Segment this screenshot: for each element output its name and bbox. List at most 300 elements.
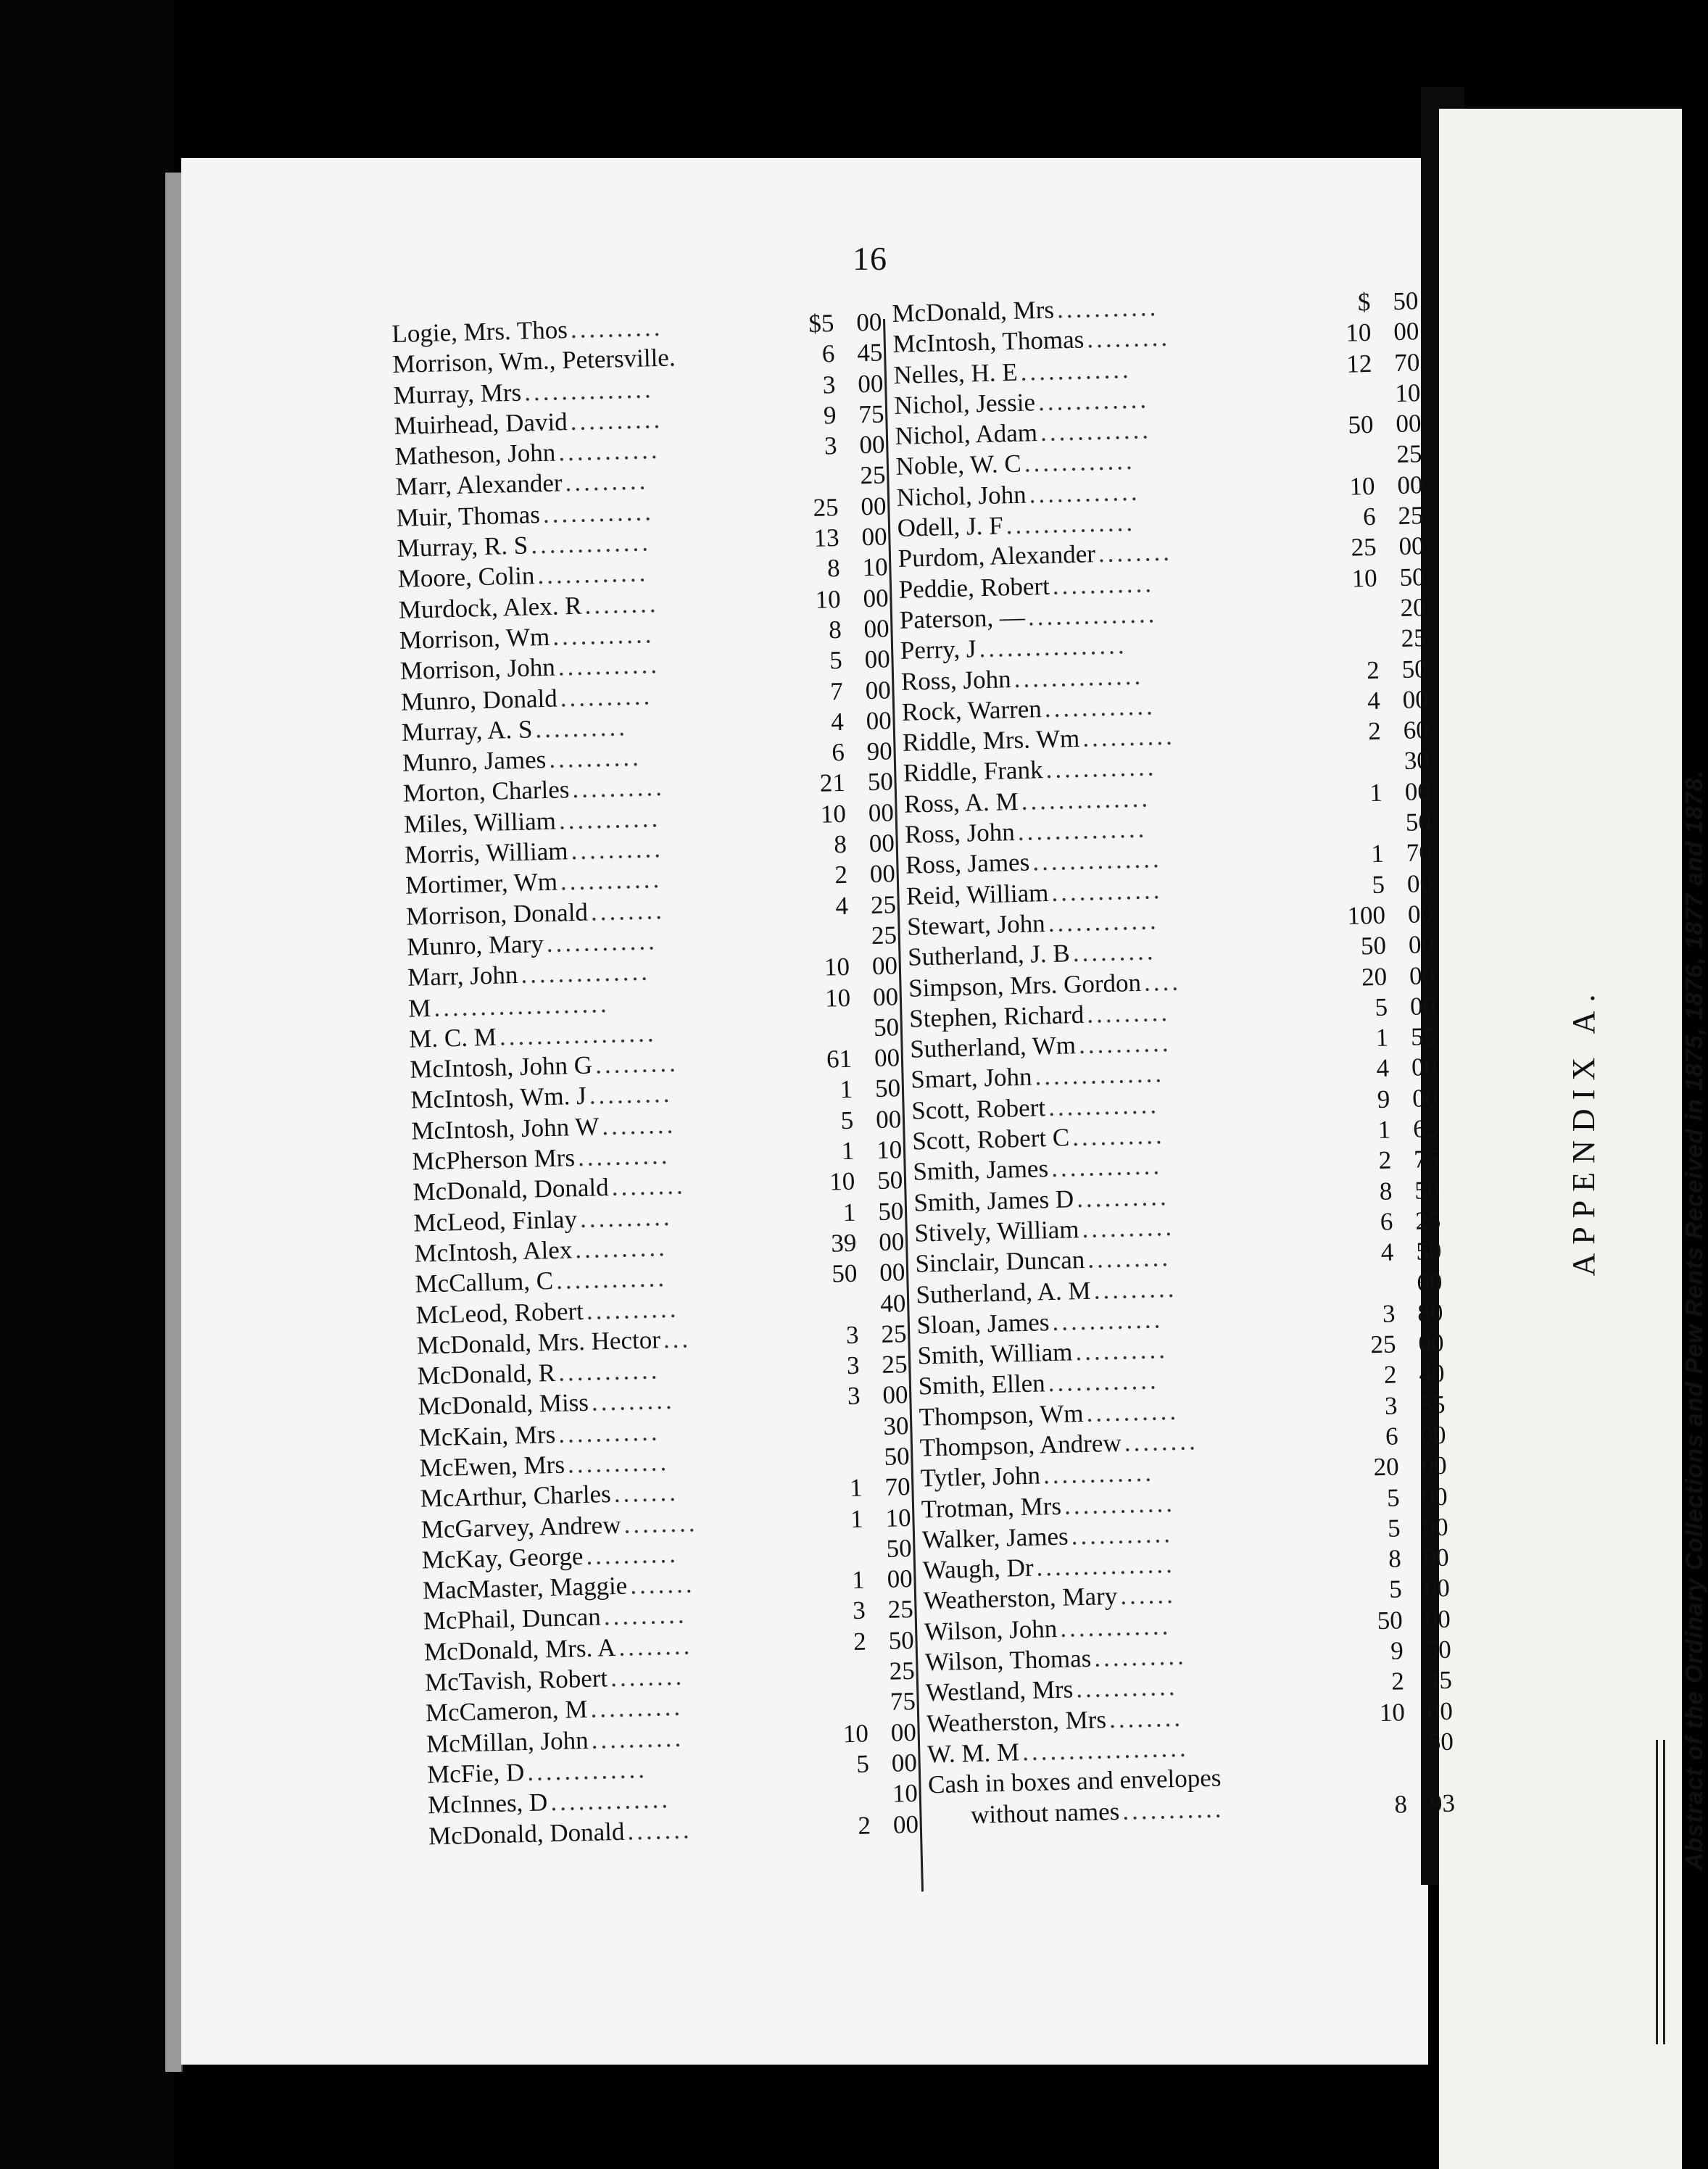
entry-name: Sutherland, A. M [916, 1276, 1092, 1309]
cash-entry-label-cont: without names [970, 1796, 1120, 1829]
amount-dollars: 3 [845, 1320, 859, 1349]
leader-dots: .......... [1093, 1641, 1187, 1672]
amount-dollars: 100 [1347, 900, 1386, 930]
amount-cents: 55 [1410, 1022, 1437, 1051]
entry-name: MacMaster, Maggie [422, 1571, 628, 1605]
leader-dots: .................. [1021, 1733, 1190, 1767]
amount-dollars: 10 [842, 1719, 869, 1749]
entry-name: Sinclair, Duncan [915, 1245, 1085, 1278]
entry-name: Murdock, Alex. R [398, 591, 582, 624]
entry-name: Smart, John [910, 1063, 1032, 1095]
entry-name: Morrison, John [399, 652, 556, 686]
amount-dollars: 1 [1370, 839, 1385, 868]
leader-dots: .......... [585, 1539, 679, 1570]
amount-cents: 00 [861, 492, 887, 521]
amount-cents: 00 [866, 706, 892, 736]
amount-dollars: 6 [1385, 1422, 1399, 1451]
leader-dots: ......... [1087, 1243, 1172, 1274]
entry-name: Purdom, Alexander [897, 539, 1096, 573]
amount-dollars: 3 [852, 1596, 866, 1625]
amount-dollars [1335, 831, 1383, 833]
amount-cents: 70 [1406, 838, 1433, 868]
entry-name: McFie, D [426, 1758, 525, 1789]
amount-dollars: 6 [831, 738, 845, 767]
amount-dollars: 5 [829, 646, 843, 675]
amount-dollars: 3 [846, 1351, 860, 1380]
amount-cents: 10 [892, 1779, 919, 1808]
amount-cents: 30 [883, 1411, 909, 1440]
amount-dollars [803, 1037, 851, 1038]
right-column-list [892, 286, 1458, 1831]
leader-dots: ............ [1048, 1366, 1160, 1398]
amount-dollars [1331, 647, 1379, 649]
amount-cents: 80 [1417, 1298, 1443, 1327]
amount-cents: 00 [1406, 868, 1433, 898]
leader-dots: .............. [1006, 507, 1136, 540]
leader-dots: ........... [1056, 293, 1159, 324]
amount-dollars: 5 [855, 1749, 870, 1778]
amount-cents: 45 [856, 338, 883, 368]
leader-dots: ............ [1044, 692, 1156, 723]
leader-dots: ........... [557, 650, 660, 681]
amount-dollars: 12 [1346, 349, 1372, 378]
leader-dots: ......... [589, 1079, 673, 1111]
amount-dollars [814, 1466, 862, 1467]
amount-dollars: 2 [853, 1627, 867, 1656]
amount-cents: 10 [862, 552, 889, 582]
amount-cents: 10 [1394, 378, 1421, 407]
amount-dollars: 8 [833, 829, 847, 859]
leader-dots: .............. [523, 374, 655, 407]
amount-dollars: 6 [821, 339, 835, 368]
amount-dollars: $5 [808, 309, 834, 338]
amount-cents: 70 [1393, 347, 1420, 377]
leader-dots: ........ [611, 1171, 687, 1202]
amount-dollars: 50 [831, 1258, 858, 1288]
leader-dots: .......... [1076, 1182, 1170, 1213]
amount-dollars: 2 [857, 1811, 871, 1840]
leader-dots: .......... [570, 312, 663, 344]
amount-dollars: 1 [849, 1473, 863, 1503]
entry-name: Ross, John [900, 664, 1012, 696]
entry-name: McLeod, Robert [415, 1296, 584, 1330]
leader-dots: .... [1143, 967, 1182, 997]
leader-dots: ......... [591, 1386, 676, 1417]
leader-dots [676, 363, 787, 366]
entry-name: Morris, William [404, 837, 568, 869]
entry-name: Nichol, Jessie [894, 388, 1036, 420]
leader-dots: ............ [555, 1264, 668, 1295]
amount-dollars: 10 [824, 983, 851, 1013]
entry-name: Sutherland, J. B [907, 939, 1071, 971]
entry-name: McDonald, Mrs [892, 295, 1055, 328]
entry-name: McPhail, Duncan [423, 1602, 602, 1635]
amount-dollars: 8 [826, 554, 841, 583]
amount-cents: 50 [1427, 1727, 1454, 1757]
entry-name: McIntosh, John G [409, 1050, 593, 1084]
amount-cents: 00 [1409, 991, 1436, 1021]
amount-cents: 50 [867, 767, 894, 797]
entry-name: Odell, J. F [897, 511, 1004, 542]
amount-cents: 00 [1397, 470, 1423, 499]
leader-dots: ........... [1071, 1519, 1174, 1551]
entry-name: M [407, 993, 431, 1023]
amount-cents: 00 [868, 829, 895, 858]
amount-dollars: 5 [1371, 870, 1385, 899]
entry-name: McIntosh, Wm. J [410, 1082, 587, 1115]
leader-dots: .......... [1082, 721, 1176, 752]
amount-dollars: 10 [1379, 1697, 1406, 1727]
amount-cents: 00 [891, 1748, 918, 1778]
entry-name: Peddie, Robert [898, 571, 1050, 604]
amount-cents: 50 [1414, 1175, 1440, 1205]
entry-name: Trotman, Mrs [921, 1491, 1062, 1524]
entry-name: Weatherston, Mary [923, 1582, 1118, 1615]
leader-dots: .......... [591, 1723, 684, 1754]
amount-cents: 20 [1400, 593, 1427, 622]
amount-dollars [790, 485, 838, 486]
amount-cents: 25 [871, 921, 897, 950]
amount-dollars: 9 [823, 400, 837, 430]
amount-cents: 00 [1423, 1543, 1450, 1572]
leader-dots: ............ [1020, 354, 1132, 386]
amount-dollars: 3 [1382, 1299, 1396, 1328]
leader-dots: ............ [1024, 447, 1136, 478]
amount-cents: 00 [865, 675, 892, 705]
leader-dots: ............. [526, 1754, 648, 1786]
amount-dollars: 1 [842, 1198, 856, 1227]
amount-cents: 00 [1409, 961, 1435, 990]
amount-dollars: 10 [829, 1167, 855, 1196]
entry-name: M. C. M [408, 1022, 497, 1053]
entry-name: Morrison, Wm [399, 622, 550, 655]
appendix-heading: APPENDIX A. [1566, 985, 1601, 1277]
entry-name: Waugh, Dr [922, 1553, 1035, 1585]
amount-cents: 50 [1405, 808, 1432, 837]
amount-cents: 00 [878, 1227, 905, 1256]
amount-dollars [1347, 1291, 1395, 1293]
amount-dollars: 25 [813, 492, 839, 522]
amount-dollars: 2 [1367, 716, 1382, 746]
entry-name: Stephen, Richard [908, 1000, 1085, 1033]
entry-name: McKain, Mrs [418, 1419, 556, 1452]
entry-name: Ross, John [904, 818, 1016, 849]
entry-name: Wilson, John [924, 1614, 1058, 1646]
amount-cents: 00 [1422, 1512, 1449, 1542]
entry-name: Munro, Mary [406, 929, 544, 961]
amount-dollars: 3 [824, 431, 837, 460]
leader-dots: .......... [548, 742, 642, 774]
leader-dots: ........... [552, 620, 655, 651]
leader-dots: ............ [1045, 752, 1157, 784]
amount-dollars: 20 [1361, 962, 1388, 991]
entry-name: Muir, Thomas [396, 499, 541, 532]
amount-dollars [819, 1680, 867, 1682]
entry-name: Smith, James [912, 1154, 1049, 1186]
amount-cents: 00 [1417, 1328, 1444, 1358]
entry-name: Sutherland, Wm [909, 1031, 1077, 1063]
entry-name: Rock, Warren [901, 694, 1042, 726]
amount-cents: 90 [866, 737, 893, 766]
amount-dollars: 4 [834, 891, 849, 920]
entry-name: Reid, William [905, 878, 1049, 911]
entry-name: Tytler, John [920, 1461, 1041, 1493]
entry-name: Riddle, Mrs. Wm [902, 724, 1080, 757]
amount-cents: 25 [887, 1595, 914, 1625]
amount-cents: 50 [876, 1166, 903, 1195]
amount-cents: 00 [1411, 1083, 1438, 1113]
left-column-list [391, 307, 921, 1851]
amount-dollars: 1 [850, 1504, 864, 1533]
amount-cents: 50 [877, 1196, 904, 1226]
entry-name: Marr, Alexander [395, 468, 563, 502]
entry-name: McDonald, Donald [428, 1817, 625, 1850]
amount-cents: 00 [1408, 930, 1435, 960]
leader-dots: .......... [1074, 1335, 1169, 1366]
entry-name: McEwen, Mrs [419, 1450, 565, 1482]
leader-dots: ......... [1093, 1274, 1177, 1305]
amount-cents: 00 [887, 1564, 913, 1593]
leader-dots: ............ [1037, 385, 1150, 416]
leader-dots: ........... [1122, 1793, 1224, 1825]
amount-dollars: 2 [1390, 1667, 1405, 1696]
leader-dots: ............. [530, 528, 652, 560]
amount-dollars: 25 [1369, 1330, 1396, 1359]
amount-cents: 10 [876, 1135, 903, 1165]
entry-name: Murray, R. S [397, 531, 528, 563]
amount-dollars [811, 1312, 858, 1314]
leader-dots: ......... [1086, 323, 1171, 354]
entry-name: Scott, Robert C [911, 1123, 1070, 1156]
amount-cents: 00 [1420, 1420, 1446, 1450]
leader-dots: ........... [557, 1417, 660, 1448]
amount-cents: 50 [884, 1442, 911, 1471]
amount-cents: 00 [1422, 1482, 1448, 1511]
leader-dots: ........ [601, 1110, 676, 1140]
amount-cents: 93 [1429, 1788, 1456, 1818]
amount-dollars: 50 [1377, 1606, 1404, 1635]
entry-name: McDonald, Mrs. A [423, 1633, 616, 1667]
amount-dollars: 2 [834, 860, 848, 889]
leader-dots: ........ [590, 895, 666, 926]
amount-cents: 00 [868, 798, 895, 827]
leader-dots: .......... [570, 834, 664, 866]
entry-name: McDonald, Mrs. Hector [416, 1325, 661, 1360]
leader-dots: ............ [536, 558, 649, 590]
leader-dots: .............. [520, 957, 651, 990]
amount-dollars: 3 [847, 1382, 861, 1411]
amount-dollars: 1 [840, 1075, 853, 1104]
leader-dots: ........... [567, 1448, 670, 1479]
amount-dollars: 50 [1360, 931, 1387, 961]
entry-name: McGarvey, Andrew [420, 1510, 621, 1544]
amount-cents: 00 [871, 951, 898, 981]
amount-cents: 50 [1415, 1237, 1442, 1266]
leader-dots: ............ [1050, 1151, 1163, 1183]
appendix-rotated-block [1481, 362, 1708, 1899]
leader-dots: ........ [610, 1662, 685, 1693]
entry-name: McPherson Mrs [411, 1143, 576, 1176]
leader-dots: ............ [1064, 1488, 1176, 1520]
entry-name: Smith, Ellen [918, 1369, 1046, 1401]
amount-dollars: 4 [830, 707, 845, 737]
amount-cents: 25 [870, 889, 897, 919]
amount-dollars: 1 [1369, 778, 1383, 807]
leader-dots: ............ [1059, 1611, 1172, 1643]
leader-dots: ............ [1042, 1458, 1155, 1490]
entry-name: McIntosh, John W [410, 1112, 600, 1145]
amount-dollars: 13 [813, 523, 840, 552]
amount-dollars [813, 1435, 861, 1436]
amount-cents: 25 [1398, 501, 1424, 531]
amount-dollars: 10 [820, 799, 847, 829]
amount-dollars: 5 [1387, 1514, 1401, 1543]
amount-cents: 25 [880, 1319, 907, 1348]
entry-name: McArthur, Charles [420, 1480, 612, 1513]
leader-dots: ........... [1052, 568, 1155, 600]
amount-dollars: 5 [1388, 1575, 1403, 1604]
entry-name: Morrison, Wm., Petersville. [392, 343, 676, 379]
entry-name: Noble, W. C [895, 449, 1022, 481]
leader-dots: .......... [570, 405, 663, 436]
amount-dollars: 2 [1378, 1145, 1392, 1175]
leader-dots: ...... [1119, 1580, 1177, 1611]
leader-dots: .............. [1032, 845, 1163, 876]
leader-dots: ........ [623, 1508, 698, 1539]
leader-dots: ........... [557, 436, 660, 467]
amount-cents: 45 [1426, 1666, 1453, 1695]
amount-cents: 00 [1407, 899, 1434, 929]
amount-cents: 00 [869, 859, 896, 889]
leader-dots: ............. [550, 1785, 671, 1817]
amount-dollars: 1 [851, 1565, 866, 1595]
amount-dollars [820, 1711, 868, 1712]
amount-dollars: 21 [819, 768, 846, 798]
entry-name: Ross, A. M [903, 787, 1019, 818]
entry-name: McCallum, C [415, 1266, 554, 1298]
leader-dots: .............. [1035, 1059, 1165, 1091]
amount-cents: 60 [1416, 1267, 1443, 1297]
leader-dots: .............. [1021, 784, 1151, 816]
entry-name: McIntosh, Alex [414, 1235, 573, 1268]
amount-cents: 00 [892, 1809, 919, 1839]
amount-dollars: 6 [1380, 1207, 1393, 1236]
amount-dollars: 10 [1345, 318, 1372, 348]
leader-dots: ......... [565, 466, 649, 497]
entry-name: Walker, James [921, 1522, 1069, 1554]
amount-cents: 65 [1412, 1113, 1439, 1143]
leader-dots: .......... [534, 713, 629, 744]
leader-dots: ............ [1048, 1090, 1160, 1121]
amount-cents: 25 [881, 1350, 908, 1379]
amount-cents: 40 [1418, 1359, 1445, 1389]
entry-name: Muirhead, David [394, 407, 568, 440]
amount-dollars: 5 [1386, 1482, 1401, 1512]
amount-dollars: 8 [828, 615, 842, 644]
amount-cents: 00 [1395, 409, 1422, 439]
entry-name: Thompson, Wm [919, 1398, 1084, 1432]
entry-name: Mortimer, Wm [405, 867, 558, 900]
entry-name: Morrison, Donald [405, 897, 589, 931]
amount-cents: 50 [1425, 1635, 1452, 1664]
amount-dollars: 8 [1379, 1177, 1393, 1206]
amount-cents: 00 [861, 522, 888, 552]
amount-dollars: 5 [1375, 992, 1388, 1021]
amount-dollars: 8 [1388, 1544, 1402, 1573]
entry-name: McLeod, Finlay [413, 1204, 578, 1237]
amount-dollars: 2 [1383, 1360, 1397, 1390]
entry-name: Logie, Mrs. Thos [391, 315, 568, 348]
leader-dots: ......... [603, 1601, 687, 1631]
amount-cents: 55 [1419, 1390, 1446, 1419]
entry-name: Westland, Mrs [925, 1675, 1074, 1707]
amount-cents: 50 [1392, 286, 1419, 316]
leader-dots: ........ [1108, 1703, 1184, 1733]
leader-dots: .......... [586, 1294, 679, 1325]
leader-dots: .......... [574, 1232, 668, 1264]
amount-cents: 00 [872, 982, 899, 1011]
entry-name: McTavish, Robert [424, 1664, 608, 1697]
entry-name: McMillan, John [426, 1725, 589, 1759]
entry-name: Nichol, Adam [895, 418, 1038, 451]
entry-name: Thompson, Andrew [919, 1428, 1122, 1462]
leader-dots: .............. [1027, 600, 1158, 631]
page-number: 16 [853, 240, 887, 277]
leader-dots: ......... [594, 1048, 679, 1079]
leader-dots: .......... [571, 773, 666, 804]
leader-dots: ............ [1040, 415, 1152, 447]
entry-name: Murray, A. S [401, 715, 533, 747]
amount-cents: 25 [1396, 439, 1422, 469]
entry-name: W. M. M [926, 1738, 1020, 1769]
entry-name: Wilson, Thomas [924, 1643, 1092, 1677]
amount-cents: 75 [858, 399, 884, 429]
amount-dollars: 25 [1351, 533, 1377, 562]
amount-cents: 00 [879, 1258, 905, 1287]
appendix-subtitle: Abstract of the Ordinary Collections and Pew Rents Received in 1875, 1876, 1877 and 1878. [1680, 770, 1707, 1870]
entry-name: Smith, James D [913, 1184, 1074, 1217]
amount-cents: 50 [873, 1013, 900, 1042]
entry-name: Murray, Mrs [393, 378, 522, 410]
leader-dots: ........ [1098, 538, 1173, 568]
amount-dollars: 9 [1390, 1636, 1404, 1665]
leader-dots: ....... [613, 1478, 679, 1509]
entry-name: Simpson, Mrs. Gordon [908, 968, 1142, 1003]
amount-dollars: 10 [1351, 563, 1378, 593]
amount-cents: 40 [879, 1288, 906, 1318]
leader-dots: .............. [1017, 814, 1148, 847]
amount-cents: 00 [875, 1104, 902, 1134]
cash-entry-label: Cash in boxes and envelopes [927, 1763, 1222, 1799]
amount-dollars: 3 [822, 370, 836, 399]
amount-dollars: 5 [840, 1106, 854, 1135]
entry-name: Munro, James [402, 745, 547, 777]
amount-dollars [1325, 402, 1373, 404]
amount-dollars: 61 [826, 1044, 853, 1074]
amount-dollars: 50 [1347, 410, 1374, 439]
amount-dollars: 6 [1362, 502, 1377, 531]
entry-name: Munro, Donald [400, 684, 558, 716]
amount-cents: 00 [1393, 317, 1419, 347]
amount-cents: 25 [1401, 623, 1427, 653]
amount-cents: 00 [864, 644, 891, 674]
amount-cents: 50 [1401, 654, 1428, 684]
leader-dots: ............ [1050, 875, 1163, 907]
leader-dots: ........ [584, 589, 659, 620]
amount-dollars [1334, 770, 1382, 771]
amount-dollars [1330, 617, 1378, 618]
leader-dots: .......... [1071, 1121, 1166, 1152]
